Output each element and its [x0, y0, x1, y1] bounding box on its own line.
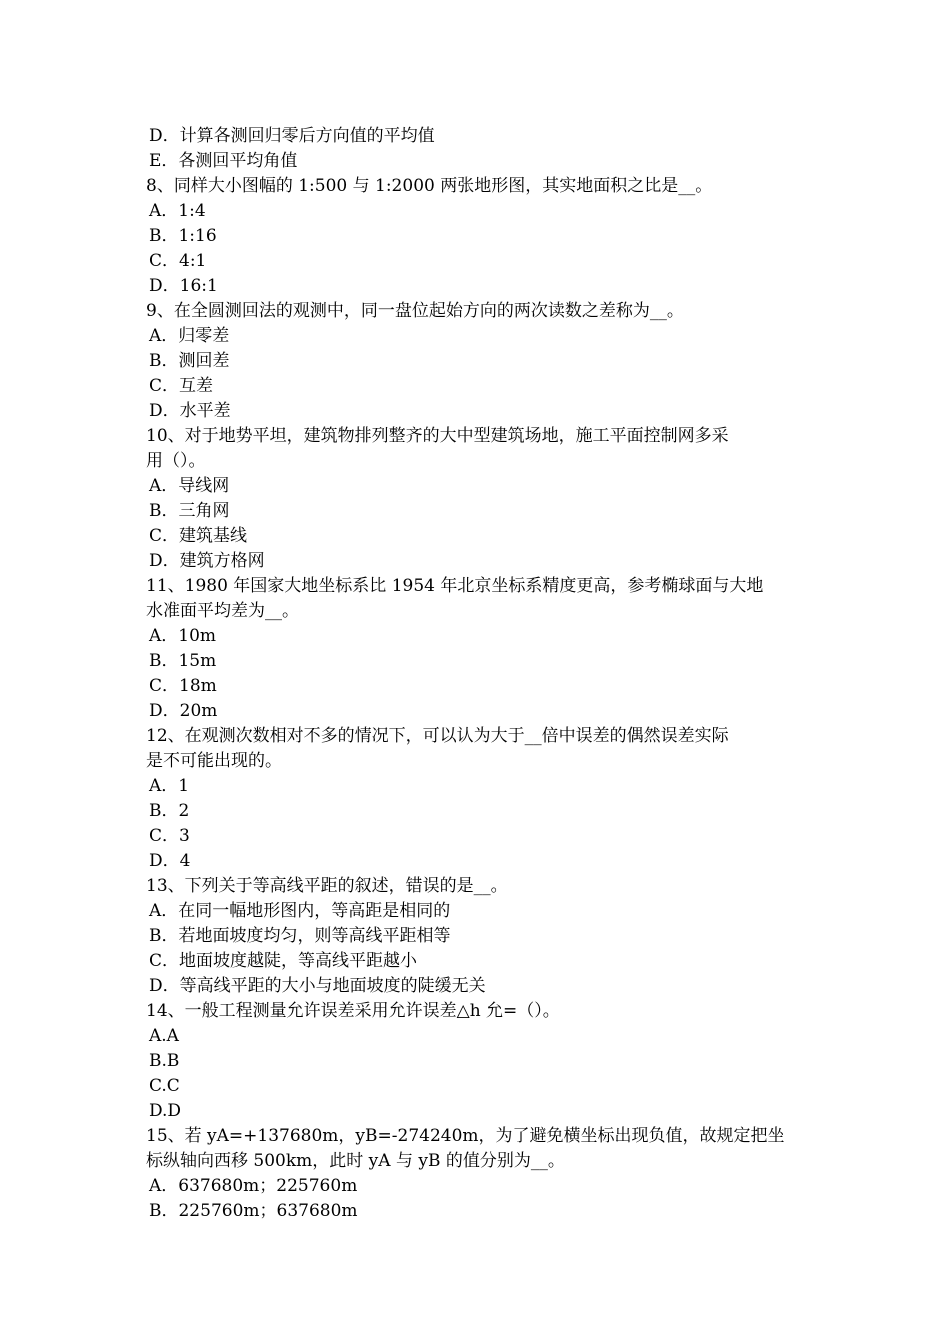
question-text: 标纵轴向西移 500km，此时 yA 与 yB 的值分别为__。: [146, 1151, 565, 1171]
answer-option: B．测回差: [149, 351, 230, 371]
answer-option: B．若地面坡度均匀，则等高线平距相等: [149, 926, 451, 946]
answer-option: D.D: [149, 1101, 182, 1121]
question-text: 11、1980 年国家大地坐标系比 1954 年北京坐标系精度更高，参考椭球面与大地: [146, 576, 764, 596]
answer-option: B．三角网: [149, 501, 230, 521]
question-text: 9、在全圆测回法的观测中，同一盘位起始方向的两次读数之差称为__。: [146, 301, 684, 321]
question-text: 水准面平均差为__。: [146, 601, 299, 621]
answer-option: D．16:1: [149, 276, 218, 296]
answer-option: B．1:16: [149, 226, 217, 246]
question-text: 是不可能出现的。: [146, 751, 282, 771]
answer-option: C．3: [149, 826, 190, 846]
question-text: 14、一般工程测量允许误差采用允许误差△h 允=（）。: [146, 1001, 560, 1021]
answer-option: D．建筑方格网: [149, 551, 265, 571]
answer-option: C．地面坡度越陡，等高线平距越小: [149, 951, 418, 971]
answer-option: B．225760m；637680m: [149, 1201, 358, 1221]
answer-option: A．归零差: [149, 326, 230, 346]
answer-option: A．1:4: [149, 201, 206, 221]
answer-option: D．计算各测回归零后方向值的平均值: [149, 126, 435, 146]
answer-option: B．15m: [149, 651, 217, 671]
answer-option: D．水平差: [149, 401, 231, 421]
answer-option: D．4: [149, 851, 191, 871]
answer-option: A．1: [149, 776, 190, 796]
answer-option: C．18m: [149, 676, 217, 696]
answer-option: A.A: [149, 1026, 179, 1046]
answer-option: B．2: [149, 801, 190, 821]
question-text: 用（）。: [146, 451, 206, 471]
answer-option: D．20m: [149, 701, 218, 721]
answer-option: A．637680m；225760m: [149, 1176, 358, 1196]
answer-option: E．各测回平均角值: [149, 151, 298, 171]
question-text: 8、同样大小图幅的 1:500 与 1:2000 两张地形图，其实地面积之比是__。: [146, 176, 713, 196]
document-body: [146, 124, 816, 1224]
answer-option: D．等高线平距的大小与地面坡度的陡缓无关: [149, 976, 486, 996]
answer-option: C．4:1: [149, 251, 207, 271]
question-text: 12、在观测次数相对不多的情况下，可以认为大于__倍中误差的偶然误差实际: [146, 726, 729, 746]
answer-option: A．在同一幅地形图内，等高距是相同的: [149, 901, 451, 921]
question-text: 13、下列关于等高线平距的叙述，错误的是__。: [146, 876, 508, 896]
answer-option: C．建筑基线: [149, 526, 248, 546]
answer-option: C．互差: [149, 376, 214, 396]
question-text: 15、若 yA=+137680m，yB=-274240m，为了避免横坐标出现负值，故规定把坐: [146, 1126, 785, 1146]
answer-option: B.B: [149, 1051, 180, 1071]
answer-option: A．10m: [149, 626, 217, 646]
answer-option: C.C: [149, 1076, 180, 1096]
question-text: 10、对于地势平坦，建筑物排列整齐的大中型建筑场地，施工平面控制网多采: [146, 426, 729, 446]
answer-option: A．导线网: [149, 476, 230, 496]
